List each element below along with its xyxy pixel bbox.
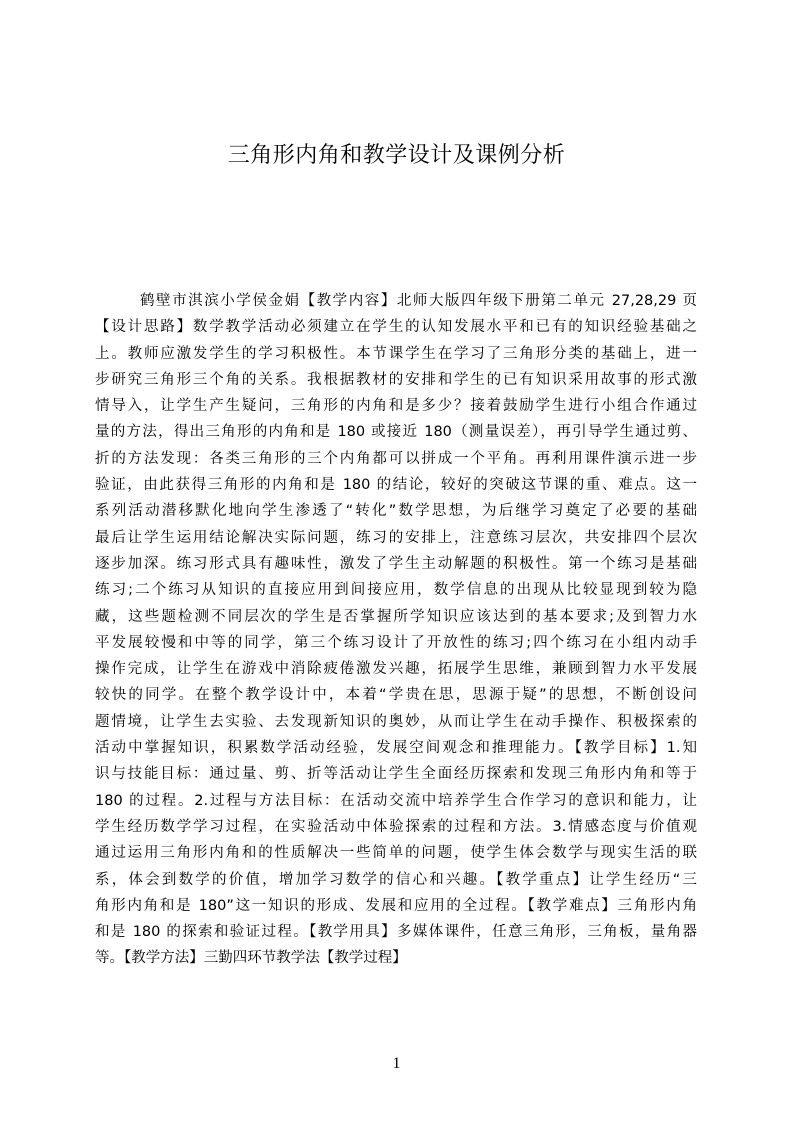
body-line: 鹤壁市淇滨小学侯金娟【教学内容】北师大版四年级下册第二单元 27,28,29 页 [140, 293, 697, 309]
body-line: 通过运用三角形内角和的性质解决一些简单的问题，使学生体会数学与现实生活的联 [95, 845, 697, 862]
body-line: 【设计思路】数学教学活动必须建立在学生的认知发展水平和已有的知识经验基础之 [95, 319, 697, 336]
body-line: 180 的过程。2.过程与方法目标：在活动交流中培养学生合作学习的意识和能力，让 [95, 792, 697, 809]
body-line: 学生经历数学学习过程，在实验活动中体验探索的过程和方法。3.情感态度与价值观 [95, 818, 697, 835]
body-line: 系，体会到数学的价值，增加学习数学的信心和兴趣。【教学重点】让学生经历“三 [95, 871, 697, 888]
body-line: 和是 180 的探索和验证过程。【教学用具】多媒体课件，任意三角形，三角板，量角器 [95, 924, 697, 941]
body-line: 活动中掌握知识，积累数学活动经验，发展空间观念和推理能力。【教学目标】1.知 [95, 740, 697, 757]
body-line: 角形内角和是 180”这一知识的形成、发展和应用的全过程。【教学难点】三角形内角 [95, 897, 697, 914]
body-line: 较快的同学。在整个教学设计中，本着“学贵在思，思源于疑”的思想，不断创设问 [95, 687, 697, 704]
page-number: 1 [392, 1055, 401, 1072]
body-line: 题情境，让学生去实验、去发现新知识的奥妙，从而让学生在动手操作、积极探索的 [95, 713, 697, 730]
body-line: 操作完成，让学生在游戏中消除疲倦激发兴趣，拓展学生思维，兼顾到智力水平发展 [95, 661, 697, 678]
body-line: 验证，由此获得三角形的内角和是 180 的结论，较好的突破这节课的重、难点。这一 [95, 477, 697, 494]
body-line: 识与技能目标：通过量、剪、折等活动让学生全面经历探索和发现三角形内角和等于 [95, 766, 697, 783]
body-line: 逐步加深。练习形式具有趣味性，激发了学生主动解题的积极性。第一个练习是基础 [95, 555, 697, 572]
body-line: 最后让学生运用结论解决实际问题，练习的安排上，注意练习层次，共安排四个层次 [95, 529, 697, 546]
body-line: 等。【教学方法】三勤四环节教学法【教学过程】 [95, 950, 407, 967]
body-line: 藏，这些题检测不同层次的学生是否掌握所学知识应该达到的基本要求;及到智力水 [95, 608, 697, 625]
document-body [95, 288, 697, 988]
body-line: 情导入，让学生产生疑问，三角形的内角和是多少？接着鼓励学生进行小组合作通过 [95, 398, 697, 415]
body-line: 系列活动潜移默化地向学生渗透了“转化”数学思想，为后继学习奠定了必要的基础 [95, 503, 697, 520]
body-line: 练习;二个练习从知识的直接应用到间接应用，数学信息的出现从比较显现到较为隐 [95, 582, 697, 599]
body-line: 平发展较慢和中等的同学，第三个练习设计了开放性的练习;四个练习在小组内动手 [95, 634, 697, 651]
body-line: 量的方法，得出三角形的内角和是 180 或接近 180（测量误差），再引导学生通过剪、 [95, 424, 697, 441]
body-line: 步研究三角形三个角的关系。我根据教材的安排和学生的已有知识采用故事的形式激 [95, 371, 697, 388]
body-line: 折的方法发现：各类三角形的三个内角都可以拼成一个平角。再利用课件演示进一步 [95, 450, 697, 467]
document-title: 三角形内角和教学设计及课例分析 [227, 143, 566, 168]
body-line: 上。教师应激发学生的学习积极性。本节课学生在学习了三角形分类的基础上，进一 [95, 345, 697, 362]
